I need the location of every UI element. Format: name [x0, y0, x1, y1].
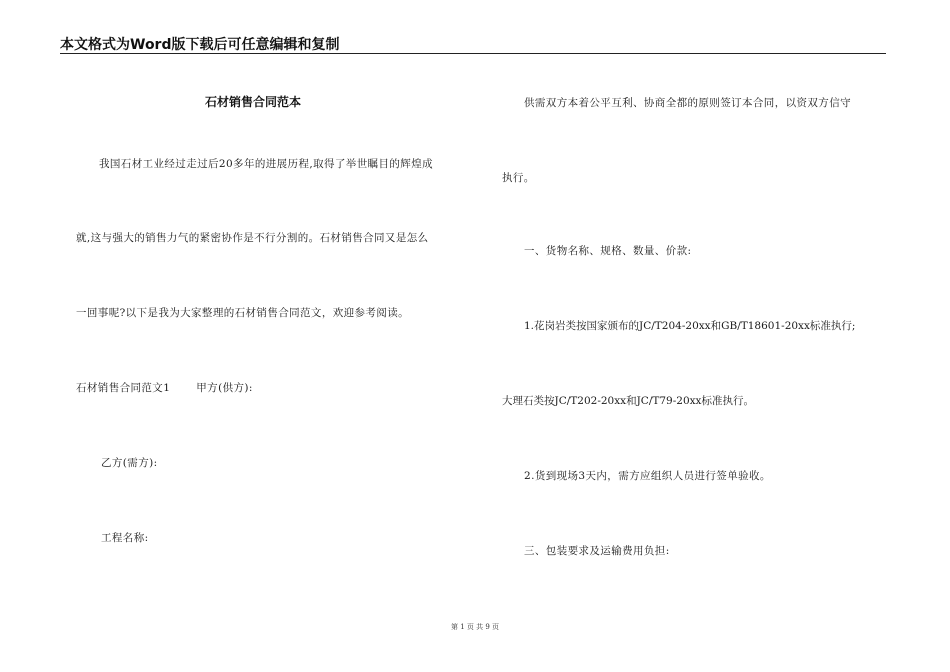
item-1-line-1: 1.花岗岩类按国家颁布的JC/T204-20xx和GB/T18601-20xx标准执行; [524, 320, 856, 332]
header-divider [60, 53, 886, 54]
contract-para-line-1: 供需双方本着公平互利、协商全都的原则签订本合同，以资双方信守 [524, 97, 851, 109]
party-a-label: 甲方(供方): [196, 382, 253, 394]
sample-heading-line [76, 380, 253, 395]
section-3-heading: 三、包装要求及运输费用负担: [524, 545, 670, 557]
sample-label: 石材销售合同范文1 [76, 382, 171, 394]
item-2: 2.货到现场3天内，需方应组织人员进行签单验收。 [524, 470, 771, 482]
item-1-line-2: 大理石类按JC/T202-20xx和JC/T79-20xx标准执行。 [502, 395, 754, 407]
party-b-label: 乙方(需方): [101, 457, 158, 469]
intro-line-1: 我国石材工业经过走过后20多年的进展历程,取得了举世瞩目的辉煌成 [99, 158, 433, 170]
project-name-label: 工程名称: [101, 532, 149, 544]
intro-line-2: 就,这与强大的销售力气的紧密协作是不行分割的。石材销售合同又是怎么 [76, 232, 429, 244]
section-1-heading: 一、货物名称、规格、数量、价款: [524, 245, 692, 257]
download-banner: 本文格式为Word版下载后可任意编辑和复制 [60, 37, 340, 53]
contract-para-line-2: 执行。 [502, 172, 535, 184]
page-number: 第 1 页 共 9 页 [450, 623, 500, 631]
intro-line-3: 一回事呢?以下是我为大家整理的石材销售合同范文，欢迎参考阅读。 [76, 307, 410, 319]
document-title: 石材销售合同范本 [205, 95, 302, 109]
